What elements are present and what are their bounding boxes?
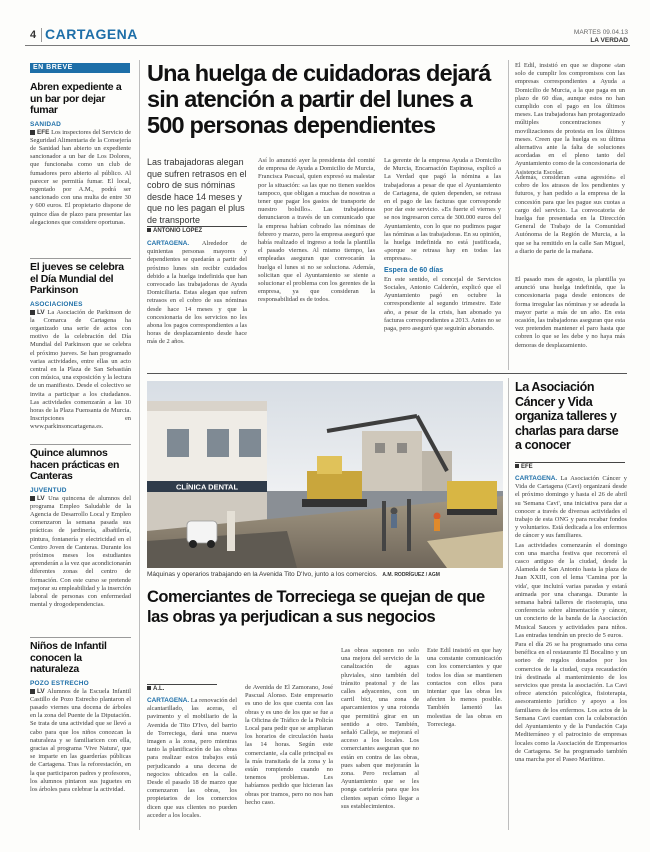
brief-text: La Asociación de Parkinson de la Comarca de Cartagena ha organizado una serie de actos con motivo de la celebración del Día Mundial del Parkinson que se celebra el próximo jueves. Se han programado varias actividades, entre ellas un acto central en la Plaza de San Sebastián con música, una exposición y la lectura de un manifiesto. Desde el colectivo se invita a participar a los ciudadanos. Las actividades comenzarán a las 10 horas de la Plaza Fuensanta de Murcia. Inscripciones en www.parkinsoncartagena.es.: [30, 308, 131, 431]
brief-kicker: POZO ESTRECHO: [30, 679, 89, 687]
side-col3: [515, 276, 625, 356]
brief-item-3: [30, 448, 131, 653]
street-works-photo: [147, 381, 503, 568]
brief-divider: [30, 637, 131, 638]
dateline: CARTAGENA.: [147, 697, 190, 704]
square-bullet-icon: [30, 310, 35, 315]
body-text: La gerente de la empresa Ayuda a Domicilio de Murcia, Encarnación Espinosa, explicó a La Verdad que pagó la nómina a las trabajadoras a pesar de que el Ayuntamiento de Cartagena, de quien dependen, se retrasa en el pago de las facturas que corresponde por dar este servicio. «Es fuerte el viernes y se nos ingresaron cerca de 300.000 euros del Ayuntamiento, con lo que no pudimos pagar las nóminas a las trabajadoras. En su opinión, la huelga indefinida no está justificada, «porque se retrasa hay en todas las empresas».: [384, 157, 501, 263]
brief-text: Los inspectores del Servicio de Seguridad Alimentaria de la Consejería de Sanidad han abierto un expediente sancionador a un bar de Los Dolores, que funcionaba como un club de fumadores pero abierto al público. Al parecer se permitía fumar. El local, regentado por A.M., podrá ser sancionado con una multa de entre 30 y 600 euros. El propietario dispone de quince días de plazo para presentar las alegaciones que considere oportunas.: [30, 128, 131, 226]
square-bullet-icon: [30, 130, 35, 135]
main-col2: [258, 157, 375, 352]
byline-rule: [147, 684, 217, 685]
main-col3: [384, 157, 501, 352]
body-text: El Edil, insistió en que se dispone «tan solo de cumplir los compromisos con las empresas correspondientes a Ayuda a Domicilio de Murcia, a la que paga en un plazo de 60 días, aunque estos no han cumplido con el pago en los últimos meses. Las trabajadoras han protagonizado múltiples concentraciones y movilizaciones de protesta en los últimos meses. Creen que la huelga es su última alternativa ante la falta de soluciones acordadas en el pleno tanto del Ayuntamiento como de la concesionaria de Asistencia Escolar.: [515, 62, 625, 176]
brief-source: LV: [37, 308, 45, 316]
body-text: Alrededor de quinientas personas mayores y dependientes se quedarán a partir del próximo lunes sin recibir cuidados debido a la huelga indefinida que han convocado las trabajadoras de Ayuda Domiciliaria. Estas alegan que sufren retrasos en el cobro de sus nóminas desde hace 14 meses y que la concesionaria de los servicios no les abona los pagos correspondientes a las horas de desplazamiento desde hace más de 2 años.: [147, 240, 247, 346]
second-col4: [427, 647, 502, 822]
author-name: A.L.: [153, 686, 165, 692]
brief-kicker: ASOCIACIONES: [30, 300, 83, 308]
newspaper-brand: LA VERDAD: [590, 37, 628, 44]
second-col2: [245, 684, 333, 822]
body-text: Las obras suponen no solo una mejora del servicio de la canalización de aguas pluviales, sino también del tránsito peatonal y de las calles adyacentes, con un carril bici, una zona de aparcamientos y una rotonda que permitirá girar en un sentido a otro. También, señaló Calleja, se mejorará el acceso a los locales. Los comerciantes aseguran que no están en contra de las obras, pues saben que mejorarán la zona. Pero reclaman al Ayuntamiento que se les ponga cartelería para que los clientes sepan cómo llegar a sus establecimientos.: [341, 647, 419, 810]
brief-body: [30, 688, 131, 846]
photo-illustration: [147, 381, 503, 568]
brief-text: Una quincena de alumnos del programa Empleo Saludable de la Agencia de Desarrollo Local y Empleo comenzaron la semana pasada sus prácticas de jardinería, albañilería, pintura, fontanería y electricidad en el Centro Joven de Canteras. Durante los próximos meses los estudiantes aprenderán a la vez que acondicionarán diferentes zonas del centro de formación. Con este curso se pretende mejorar su empleabilidad y la inserción laboral de personas con enfermedad mental y drogodependencias.: [30, 494, 131, 609]
brief-source: LV: [37, 494, 45, 502]
square-bullet-icon: [147, 686, 151, 690]
main-col1: [147, 240, 247, 352]
brief-item-2: [30, 262, 131, 461]
body-text: El pasado mes de agosto, la plantilla ya anunció una huelga indefinida, que la concesionaria paga desde entonces de forma irregular las nóminas y se adeuda la mayor parte a más de un año. En esta ocasión, las trabajadoras aseguran que esta vez pretenden mantener el paro hasta que cobren lo que se les debe y no haya más demoras de desplazamiento.: [515, 276, 625, 349]
brief-body: [30, 129, 131, 271]
brief-title: Niños de Infantil conocen la naturaleza: [30, 640, 107, 675]
brief-kicker: JUVENTUD: [30, 486, 67, 494]
brief-kicker: SANIDAD: [30, 120, 62, 128]
body-text: En este sentido, el concejal de Servicios Sociales, Antonio Calderón, explicó que el Ayuntamiento pagó en octubre la correspondiente al segundo trimestre. Este año, a pesar de la crisis, han abonado ya facturas correspondientes a 2013. Antes no se paga, pero aseguró que seguirán abonando.: [384, 275, 501, 333]
brief-divider: [30, 444, 131, 445]
main-headline: Una huelga de cuidadoras dejará sin atención a partir del lunes a 500 personas dependientes: [147, 60, 491, 138]
page-header: [25, 25, 630, 43]
second-col3: [341, 647, 419, 822]
author-name: ANTONIO LÓPEZ: [153, 228, 203, 234]
square-bullet-icon: [147, 228, 151, 232]
dateline: CARTAGENA.: [515, 475, 558, 482]
section-title: CARTAGENA: [45, 26, 138, 42]
author-name: EFE: [521, 464, 533, 470]
photo-credit: A.M. RODRÍGUEZ / AGM: [382, 572, 440, 578]
brief-source: EFE: [37, 128, 50, 136]
second-headline: Comerciantes de Torreciega se quejan de que las obras ya perjudican a sus negocios: [147, 588, 485, 626]
third-byline: [515, 464, 625, 470]
side-col1: [515, 62, 625, 176]
brief-divider: [30, 258, 131, 259]
brief-title: Abren expediente a un bar por dejar fumar: [30, 81, 122, 116]
brief-label: EN BREVE: [30, 63, 130, 73]
brief-title: Quince alumnos hacen prácticas en Canteras: [30, 447, 120, 482]
second-col1: [147, 697, 237, 822]
brief-item-4: [30, 641, 131, 846]
section-divider: [147, 373, 627, 374]
column-separator: [508, 378, 509, 830]
body-text: Además, consideran «una agresión» el cobro de los atrasos de los pendientes y futuros, y han pedido a la empresa de la concesión para que les pague sus cuotas a cargo del servicio. La convocatoria de huelga fue presentada en la Dirección General de Trabajo de la Comunidad Autónoma de la Región de Murcia, a la que se ha remitido en la calle San Miguel, a diario de parte de la mañana.: [515, 174, 625, 255]
second-byline: [147, 686, 217, 692]
photo-caption: [147, 571, 507, 578]
dateline: CARTAGENA.: [147, 240, 190, 247]
body-subhead: Espera de 60 días: [384, 266, 444, 274]
column-separator: [139, 60, 140, 830]
body-text: Las actividades comenzarán el domingo con una marcha festiva que recorrerá el casco antiguo de la ciudad, desde la Alameda de San Antonio hasta la plaza de Juan XXIII, con el lema 'Camina por la vida', que incluirá varias paradas y estará animada por una charanga. Durante la semana habrá talleres de risoterapia, una conferencia sobre alimentación y cáncer, un concierto de la banda de la Asociación Musical Sauces y actividades para niños. Las entradas tendrán un precio de 5 euros.: [515, 541, 627, 639]
byline-rule: [515, 462, 625, 463]
square-bullet-icon: [515, 464, 519, 468]
third-body: [515, 475, 627, 825]
brief-text: Alumnos de la Escuela Infantil Castillo de Pozo Estrecho plantaron el pasado viernes una docena de árboles en la zona del Puente de la Diputación. Se trata de una actividad que se llevó a cabo para que los niños conozcan la naturaleza y se familiaricen con ella, gracias al programa 'Vive Natura', que se imparte en las guarderías públicas de Cartagena. Tras la reforestación, en la que participaron padres y profesores, los alumnos pintaron sus juguetes en los árboles para celebrar la actividad.: [30, 687, 132, 793]
clinic-sign-text: CLÍNICA DENTAL: [175, 482, 239, 492]
square-bullet-icon: [30, 496, 35, 501]
body-text: Para el día 26 se ha programado una cena benéfica en el restaurante El Bocalino y un sorteo de regalos donados por los comercios de la ciudad, cuya recaudación irá destinada al mantenimiento de los servicios que presta la asociación. La Cavi ofrece atención psicológica, fisioterapia, asesoramiento jurídico y apoyo a los familiares de los enfermos. Los actos de la Semana Cavi cuentan con la colaboración del Ayuntamiento y de la Fundación Caja Mediterráneo y el patrocinio de empresas locales como la Asociación de Empresarios de Cartagena. Se ha programado también una marcha por el Paseo Marítimo.: [515, 641, 627, 763]
page-number: 4: [30, 29, 37, 41]
brief-source: LV: [37, 687, 45, 695]
brief-item-1: [30, 82, 131, 271]
body-text: Así lo anunció ayer la presidenta del comité de empresa de Ayuda a Domicilio de Murcia, Francisca Pascual, quien expresó su malestar por la situación: «a las que no tienen sueldos tampoco, que obligan a muchas de nosotras a tener que pagar los gastos de transporte de nuestro bolsillo». Las trabajadoras denunciaron a través de un comunicado que la empresa habían cobrado las nóminas de febrero y marzo, pero la empresa aseguró que había realizado el ingreso a toda la plantilla el pasado viernes. Al mismo tiempo, las empleadas aseguran que convocarán la huelga el lunes si no se soluciona. Además, solicitan que el Ayuntamiento se siente a solucionar el problema con los gerentes de la empresa, ya que consideran la responsabilidad es de todos.: [258, 157, 375, 304]
brief-body: [30, 309, 131, 461]
side-col2: [515, 174, 625, 272]
square-bullet-icon: [30, 689, 35, 694]
brief-title: El jueves se celebra el Día Mundial del Parkinson: [30, 261, 124, 296]
main-standfirst: Las trabajadoras alegan que sufren retrasos en el cobro de sus nóminas desde hace 14 meses y que no les pagan el plus de transporte: [147, 157, 247, 225]
header-date: MARTES 09.04.13: [573, 29, 628, 36]
main-byline: [147, 228, 247, 234]
body-text: Este Edil insistió en que hay una constante comunicación con los comerciantes y que todos los días se mantienen contactos con ellos para intentar que las obras les afecten lo menos posible. También lamentó las molestias de las obras en Torreciega.: [427, 647, 502, 728]
caption-text: Máquinas y operarios trabajando en la Avenida Tito D'Ivo, junto a los comercios.: [147, 571, 378, 578]
brief-body: [30, 495, 131, 653]
byline-rule: [147, 226, 247, 227]
header-separator: [41, 28, 42, 42]
column-separator: [508, 60, 509, 370]
body-text: La Asociación Cáncer y Vida de Cartagena (Cavi) organizará desde el próximo domingo y hasta el 26 de abril su 'Semana Cavi', una iniciativa para dar a conocer a través de diversas actividades el trabajo de esta ONG y para recabar fondos y voluntarios. Está dedicada a los enfermos de cáncer y sus familiares.: [515, 475, 627, 540]
third-headline: La Asociación Cáncer y Vida organiza talleres y charlas para darse a conocer: [515, 380, 619, 452]
body-text: La renovación del alcantarillado, las aceras, el pavimento y el mobiliario de la Avenida de Tito D'Ivo, del barrio de Torreciega, dará una nueva imagen a la zona, pero mientras tanto la planificación de las obras para realizar estos trabajos está perjudicando a una decena de negocios ubicados en la calle. Desde el pasado 18 de marzo que comenzaron las obras, los propietarios de los comercios dicen que sus clientes no pueden acceder a los locales.: [147, 697, 237, 819]
body-text: de Avenida de El Zamorano, José Pascual Alonso. Este empresario es uno de los que cuenta con las obras y es uno de los que se fue a la Oficina de Tráfico de la Policía Local para pedir que se ampliaran los horarios de circulación hasta las 14 horas. Según este comerciante, «la calle principal es la más transitada de la zona y la están rompiendo cuando no tenemos problemas. Les habíamos pedido que hicieran las obras por tramos, pero no nos han hecho caso.: [245, 684, 333, 806]
header-rule: [25, 45, 630, 46]
